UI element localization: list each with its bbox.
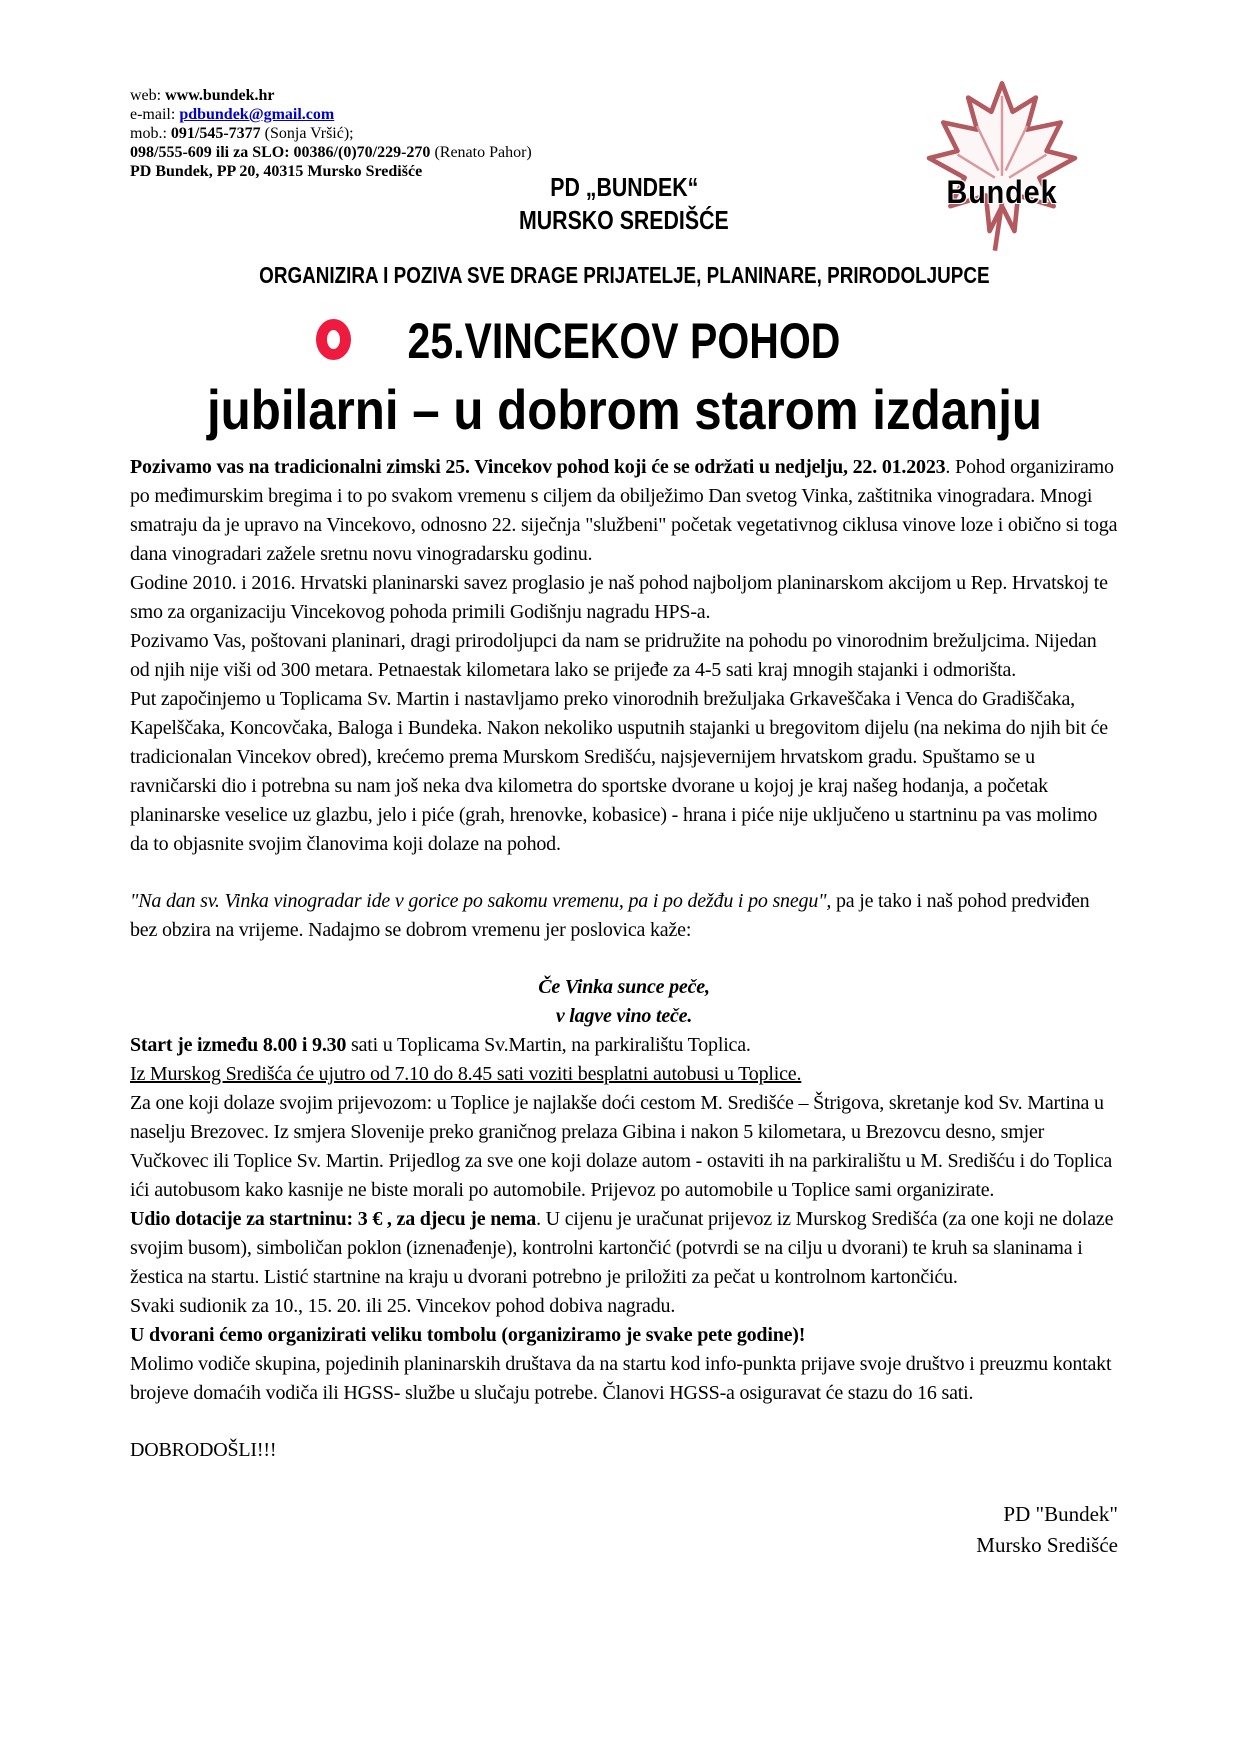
paragraph [130, 1205, 1118, 1292]
paragraph [130, 1031, 1118, 1060]
text-run: DOBRODOŠLI!!! [130, 1439, 277, 1461]
text-run: (Sonja Vršić); [260, 125, 354, 142]
text-run: Put započinjemo u Toplicama Sv. Martin i nastavljamo preko vinorodnih brežuljaka Grkaveščaka i Venca do Gradiščaka, Kapelščaka, Koncovčaka, Baloga i Bundeka. Nakon nekoliko usputnih stajanki u bregovitom dijelu (na nekima do njih bit će tradicionalan Vincekov obred), krećemo prema Murskom Središću, najsjevernijem hrvatskom gradu. Spuštamo se u ravničarski dio i potrebna su nam još neka dva kilometra do sportske dvorane u kojoj je kraj našeg hodanja, a početak planinarske veselice uz glazbu, jelo i piće (grah, hrenovke, kobasice) - hrana i piće nije uključeno u startninu pa vas molimo da to objasnite svojim članovima koji dolaze na pohod. [130, 688, 1108, 855]
text-run: pa je tako i naš pohod predviđen bez obzira na vrijeme. Nadajmo se dobrom vremenu jer poslovica kaže: [130, 890, 1090, 941]
paragraph [130, 973, 1118, 1002]
text-run: mob.: [130, 125, 171, 142]
paragraph-spacer [130, 945, 1118, 973]
bundek-logo [912, 78, 1092, 256]
text-run: 091/545-7377 [170, 125, 261, 142]
page-subtitle-heading [130, 377, 1118, 443]
logo-text: Bundek [946, 174, 1058, 210]
paragraph [130, 685, 1118, 859]
text-run: "Na dan sv. Vinka vinogradar ide v gorice po sakomu vremenu, pa i po dežđu i po snegu", [130, 890, 832, 912]
paragraph [130, 1321, 1118, 1350]
paragraph [130, 1060, 1118, 1089]
signature-city: Mursko Središće [976, 1533, 1118, 1557]
page-title: 25.VINCEKOV POHOD [407, 313, 841, 369]
text-run: Pozivamo Vas, poštovani planinari, dragi prirodoljupci da nam se pridružite na pohodu po vinorodnim brežuljcima. Nijedan od njih nije viši od 300 metara. Petnaestak kilometara lako se prijeđe za 4-5 sati kraj mnogih stajanki i odmorišta. [130, 630, 1097, 681]
text-run: Godine 2010. i 2016. Hrvatski planinarski savez proglasio je naš pohod najboljom planinarskom akcijom u Rep. Hrvatskoj te smo za organizaciju Vincekovog pohoda primili Godišnju nagradu HPS-a. [130, 572, 1108, 623]
text-run: U dvorani ćemo organizirati veliku tombolu (organiziramo je svake pete godine)! [130, 1324, 806, 1346]
invite-line: ORGANIZIRA I POZIVA SVE DRAGE PRIJATELJE, PLANINARE, PRIRODOLJUPCE [258, 262, 990, 288]
red-ring-icon [316, 319, 351, 360]
signature-club: PD "Bundek" [1003, 1502, 1118, 1526]
invite-line-heading [130, 261, 1118, 289]
text-run: e-mail: [130, 106, 180, 123]
paragraph-spacer [130, 1408, 1118, 1436]
text-run: 098/555-609 ili za SLO: 00386/(0)70/229-270 [130, 144, 431, 161]
text-run: PD Bundek, PP 20, 40315 Mursko Središće [130, 163, 423, 180]
text-run: . Pohod organiziramo po međimurskim bregima i to po svakom vremenu s ciljem da obilježimo Dan svetog Vinka, zaštitnika vinogradara. Mnogi smatraju da je upravo na Vincekovo, odnosno 22. siječnja "službeni" početak vegetativnog ciklusa vinove loze i obično si toga dana vinogradari zažele sretnu novu vinogradarsku godinu. [130, 456, 1118, 565]
paragraph [130, 1089, 1118, 1205]
signature-block [130, 1499, 1118, 1561]
text-run: Pozivamo vas na tradicionalni zimski 25. Vincekov pohod koji će se održati u nedjelju, 22. 01.2023 [130, 456, 946, 478]
email-link[interactable]: pdbundek@gmail.com [179, 106, 335, 123]
club-city: MURSKO SREDIŠĆE [519, 205, 729, 235]
text-run: Iz Murskog Središća će ujutro od 7.10 do 8.45 sati voziti besplatni autobusi u Toplice. [130, 1063, 802, 1085]
paragraph [130, 453, 1118, 569]
text-run: (Renato Pahor) [430, 144, 532, 161]
club-name: PD „BUNDEK“ [549, 172, 699, 202]
text-run: . U cijenu je uračunat prijevoz iz Murskog Središća (za one koji ne dolaze svojim busom), simboličan poklon (iznenađenje), kontrolni kartončić (potvrdi se na cilju u dvorani) te kruh sa slaninama i žestica na startu. Listić startnine na kraju u dvorani potrebno je priložiti za pečat u kontrolnom kartončiću. [130, 1208, 1114, 1288]
page-subtitle: jubilarni – u dobrom starom izdanju [206, 378, 1042, 441]
text-run: www.bundek.hr [165, 87, 275, 104]
text-run: Če Vinka sunce peče, [538, 976, 710, 998]
paragraph [130, 627, 1118, 685]
text-run: Molimo vodiče skupina, pojedinih planinarskih društava da na startu kod info-punkta prijave svoje društvo i preuzmu kontakt brojeve domaćih vodiča ili HGSS- službe u slučaju potrebe. Članovi HGSS-a osiguravat će stazu do 16 sati. [130, 1353, 1112, 1404]
paragraph [130, 1292, 1118, 1321]
maple-leaf-icon [912, 78, 1092, 256]
text-run: Udio dotacije za startninu: 3 € , za djecu je nema [130, 1208, 537, 1230]
paragraph [130, 1350, 1118, 1408]
document-body [130, 453, 1118, 1465]
text-run: web: [130, 87, 166, 104]
title-row [130, 311, 1118, 373]
paragraph [130, 569, 1118, 627]
paragraph [130, 887, 1118, 945]
text-run: Start je između 8.00 i 9.30 [130, 1034, 347, 1056]
paragraph [130, 1002, 1118, 1031]
text-run: v lagve vino teče. [555, 1005, 693, 1027]
text-run: Za one koji dolaze svojim prijevozom: u Toplice je najlakše doći cestom M. Središće – Štrigova, skretanje kod Sv. Martina u naselju Brezovec. Iz smjera Slovenije preko graničnog prelaza Gibina i nakon 5 kilometara, u Brezovcu desno, smjer Vučkovec ili Toplice Sv. Martin. Prijedlog za sve one koji dolaze autom - ostaviti ih na parkiralištu u M. Središću i do Toplica ići autobusom kako kasnije ne biste morali po automobile. Prijevoz po automobile u Toplice sami organizirate. [130, 1092, 1113, 1201]
text-run: Svaki sudionik za 10., 15. 20. ili 25. Vincekov pohod dobiva nagradu. [130, 1295, 676, 1317]
paragraph-spacer [130, 859, 1118, 887]
paragraph [130, 1436, 1118, 1465]
text-run: sati u Toplicama Sv.Martin, na parkiralištu Toplica. [346, 1034, 751, 1056]
